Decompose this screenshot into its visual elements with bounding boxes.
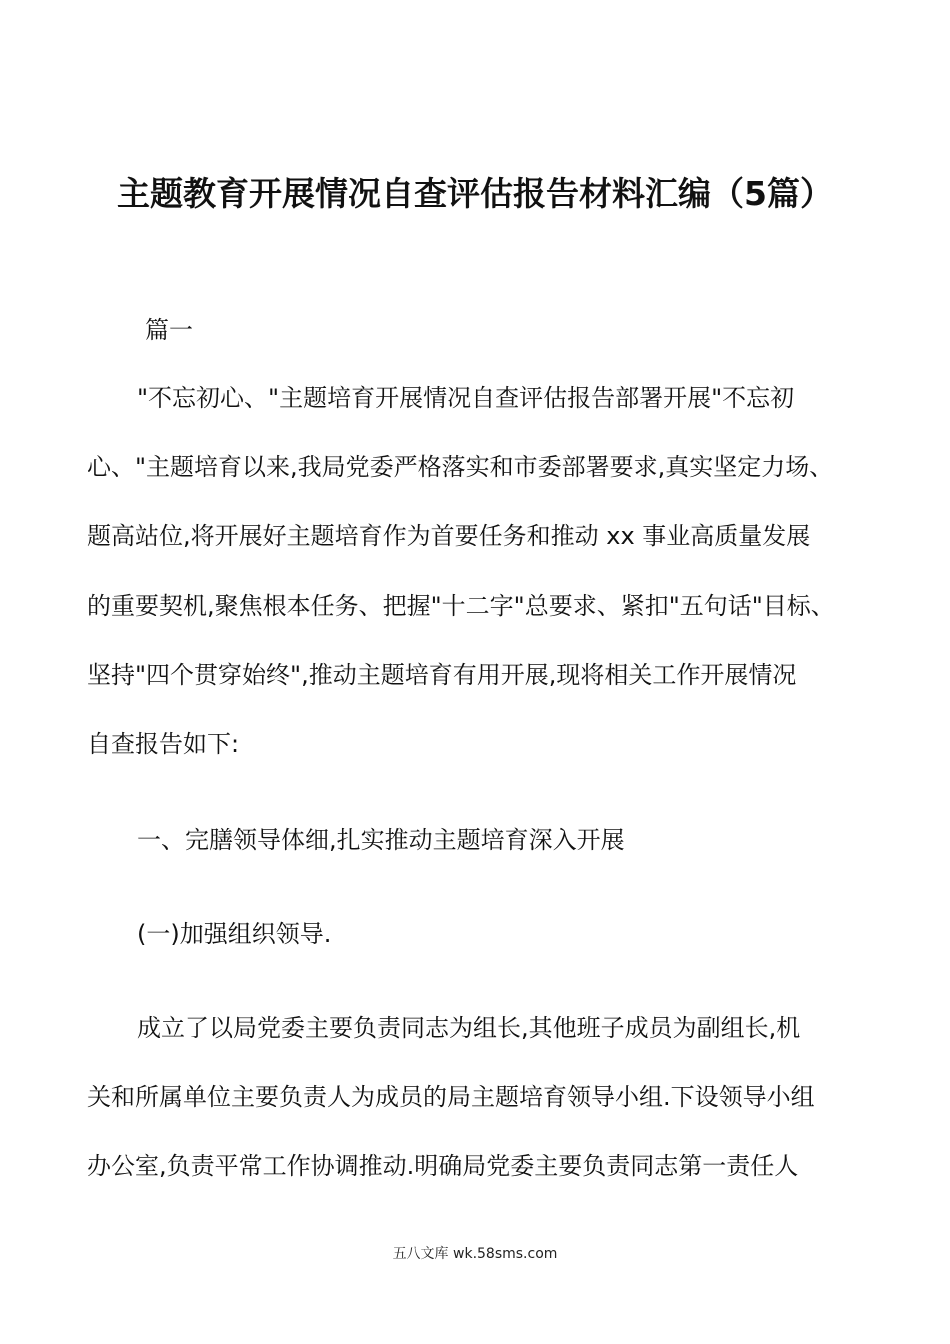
paragraph-line: 题高站位,将开展好主题培育作为首要任务和推动 xx 事业高质量发展	[87, 522, 811, 550]
paragraph-line: "不忘初心、"主题培育开展情况自查评估报告部署开展"不忘初	[137, 384, 795, 412]
section-heading: 一、完膳领导体细,扎实推动主题培育深入开展	[137, 826, 625, 854]
document-title: 主题教育开展情况自查评估报告材料汇编（5篇）	[117, 174, 833, 213]
paragraph-line: 办公室,负责平常工作协调推动.明确局党委主要负责同志第一责任人	[87, 1152, 799, 1180]
paragraph-line: 成立了以局党委主要负责同志为组长,其他班子成员为副组长,机	[137, 1014, 801, 1042]
page-footer: 五八文库 wk.58sms.com	[392, 1246, 558, 1262]
subsection-heading: (一)加强组织领导.	[137, 920, 332, 948]
paragraph-line: 自查报告如下:	[87, 730, 240, 758]
paragraph-line: 坚持"四个贯穿始终",推动主题培育有用开展,现将相关工作开展情况	[87, 661, 797, 689]
paragraph-line: 关和所属单位主要负责人为成员的局主题培育领导小组.下设领导小组	[87, 1083, 815, 1111]
paragraph-line: 的重要契机,聚焦根本任务、把握"十二字"总要求、紧扣"五句话"目标、	[87, 592, 835, 620]
paragraph-line: 心、"主题培育以来,我局党委严格落实和市委部署要求,真实坚定力场、	[87, 453, 834, 481]
section-label: 篇一	[145, 316, 193, 344]
